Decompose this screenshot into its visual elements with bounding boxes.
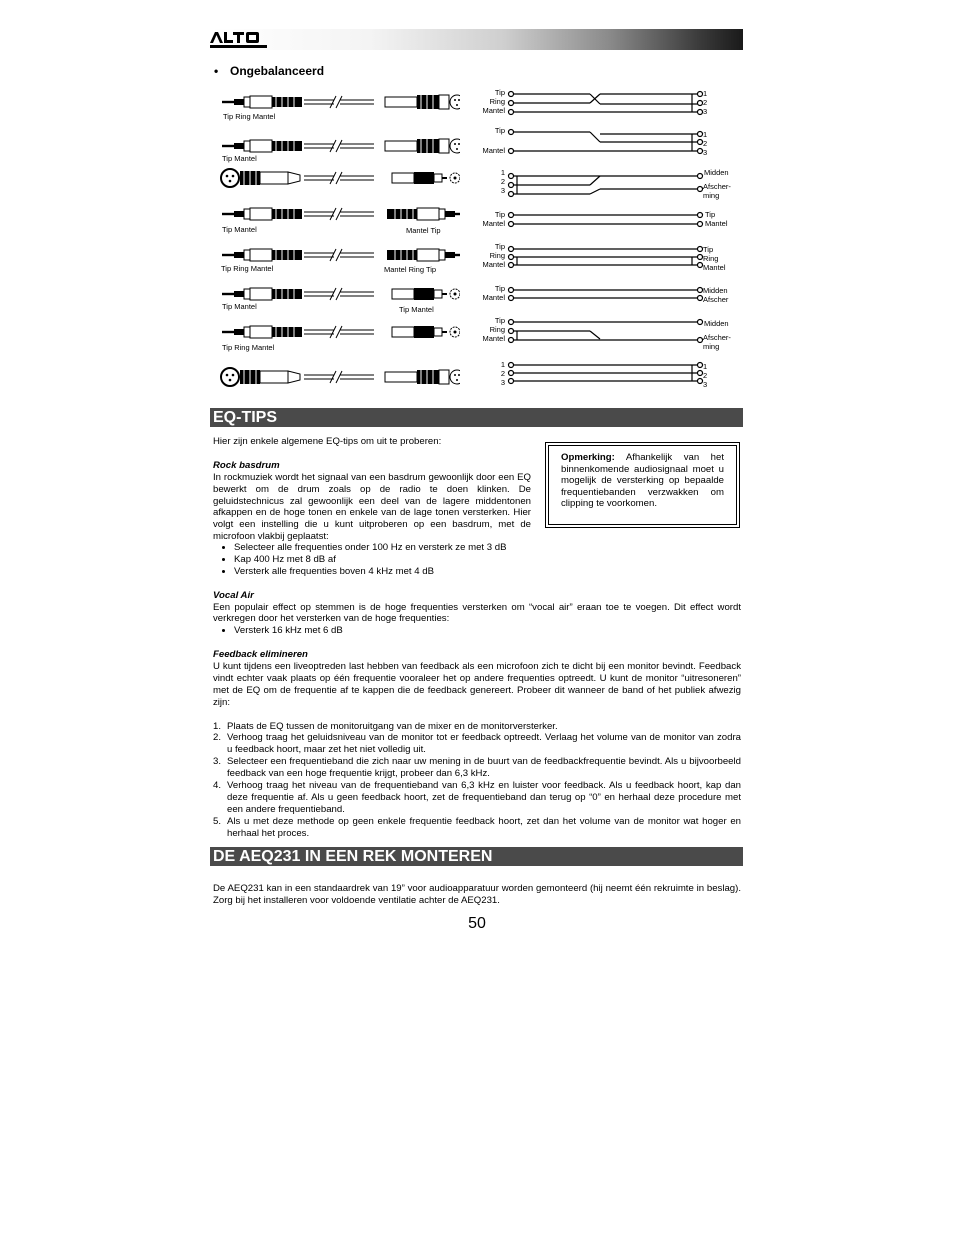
list-item: • Versterk 16 kHz met 6 dB [234,625,741,637]
wiring-1-right: 1 2 3 [703,89,708,116]
rock-title: Rock basdrum [213,459,280,471]
wiring-5-right: Tip Ring Mantel [703,245,726,272]
bullet: • [214,64,219,78]
feedback-title: Feedback elimineren [213,649,308,661]
cable-6-left-label: Tip Mantel [222,302,257,311]
note-box [545,442,740,528]
cable-7-left-label: Tip Ring Mantel [222,343,275,352]
cable-4-left-label: Tip Mantel [222,225,257,234]
cable-1-left-label: Tip Ring Mantel [223,112,276,121]
wiring-5-left: Tip Ring Mantel [482,242,505,269]
vocal-text: Een populair effect op stemmen is de hoge frequenties versterken om “vocal air” eraan toe te voegen. Dit effect wordt verkregen door het versterken van de hoge frequenties: [213,601,741,625]
list-item: • Kap 400 Hz met 8 dB af [234,554,741,566]
wiring-7-left: Tip Ring Mantel [482,316,505,343]
alto-logo [210,31,270,49]
wiring-3-right-midden: Midden [704,168,729,177]
cable-2-left-label: Tip Mantel [222,154,257,163]
list-item: 1. Plaats de EQ tussen de monitoruitgang van de mixer en de monitorversterker. [213,720,558,732]
wiring-6-left: Tip Mantel [482,284,505,302]
header-gradient-bar [210,29,743,50]
wiring-7-right-afscher: Afscher- ming [703,333,731,351]
wiring-4-right: Tip Mantel [705,210,728,228]
note-text: Afhankelijk van het binnenkomende audiosignaal moet u mogelijk de versterking op bepaalde frequentiebanden verzwakken om clipping te voorkomen. [561,452,724,510]
wiring-4-left: Tip Mantel [482,210,505,228]
list-item: • Versterk alle frequenties boven 4 kHz met 4 dB [234,566,741,578]
cable-illustrations [210,82,460,392]
cable-5-right-label: Mantel Ring Tip [384,265,437,274]
list-item: 4. Verhoog traag het niveau van de frequentieband van 6,3 kHz en luister voor feedback. Als u feedback hoort, kap dan deze frequentie af. Als u geen feedback hoort, zet de frequentieband dan terug op “0” en herhaal deze procedure met een andere frequentieband. [213,780,741,815]
list-item: 2. Verhoog traag het geluidsniveau van de monitor tot er feedback optreedt. Verlaag het volume van de monitor van zodra u feedback hoort, maar zet het niet volledig uit. [213,732,741,756]
note-label: Opmerking: [561,452,615,463]
eq-tips-heading: EQ-TIPS [210,408,743,427]
note-content [548,445,737,525]
cable-5-left-label: Tip Ring Mantel [221,264,274,273]
rack-text: De AEQ231 kan in een standaardrek van 19” voor audioapparatuur worden gemonteerd (hij neemt één rekruimte in beslag). Zorg bij het installeren voor voldoende ventilatie achter de AEQ231. [213,883,741,906]
feedback-text: U kunt tijdens een liveoptreden last hebben van feedback als een microfoon zich te dicht bij een monitor bevindt. Feedback vindt echter vaak plaats op één frequentie vooraleer het op andere frequenties optreedt. U kunt de monitor “uitresoneren” met de EQ om de frequentie af te kappen die de feedback genereert. Probeer dit wanneer de band of het publiek afwezig zijn: [213,661,741,708]
cable-4-right-label: Mantel Tip [406,226,441,235]
wiring-diagrams [470,82,740,392]
wiring-6-right: Midden Afscher [703,286,729,304]
eq-left-column [213,436,531,543]
vocal-title: Vocal Air [213,589,254,601]
rock-bullets [213,542,741,578]
wiring-2-left-tip: Tip [494,126,505,135]
cable-6-right-label: Tip Mantel [399,305,434,314]
wiring-3-right-afscher: Afscher- ming [703,182,731,200]
wiring-7-right-midden: Midden [704,319,729,328]
eq-intro: Hier zijn enkele algemene EQ-tips om uit te proberen: [213,436,442,447]
wiring-8-left: 1 2 3 [500,360,505,387]
section-subheading [214,64,324,78]
rock-bullets-block [213,542,741,840]
wiring-3-left: 1 2 3 [500,168,505,195]
vocal-bullets [213,625,741,637]
list-item: 5. Als u met deze methode op geen enkele frequentie feedback hoort, zet dan het volume van de monitor wat hoger en herhaal het proces. [213,815,741,839]
wiring-8-right: 1 2 3 [703,362,708,389]
wiring-2-right: 1 2 3 [703,130,708,157]
rack-heading: DE AEQ231 IN EEN REK MONTEREN [210,847,743,866]
rock-text: In rockmuziek wordt het signaal van een basdrum gewoonlijk door een EQ bewerkt om de drum zoals op de radio te doen klinken. De geluidstechnicus zal gewoonlijk een deel van de lagere middentonen afkappen en de hoge tonen en enkele van de lage tonen versterken. Hier volgt een instelling die u kunt uitproberen op een basdrum, met de microfoon vlakbij geplaatst: [213,471,531,543]
wiring-2-left-mantel: Mantel [482,146,505,155]
list-item: • Selecteer alle frequenties onder 100 Hz en versterk ze met 3 dB [234,542,741,554]
list-item: 3. Selecteer een frequentieband die zich naar uw mening in de buurt van de feedbackfrequentie bevindt. Als u bijvoorbeeld feedback van een hoge frequentie krijgt, probeer dan 6,3 kHz. [213,756,741,780]
page-number: 50 [468,915,486,932]
ongebalanceerd-title: Ongebalanceerd [230,64,325,78]
wiring-1-left: Tip Ring Mantel [482,88,505,115]
feedback-steps [213,721,741,840]
